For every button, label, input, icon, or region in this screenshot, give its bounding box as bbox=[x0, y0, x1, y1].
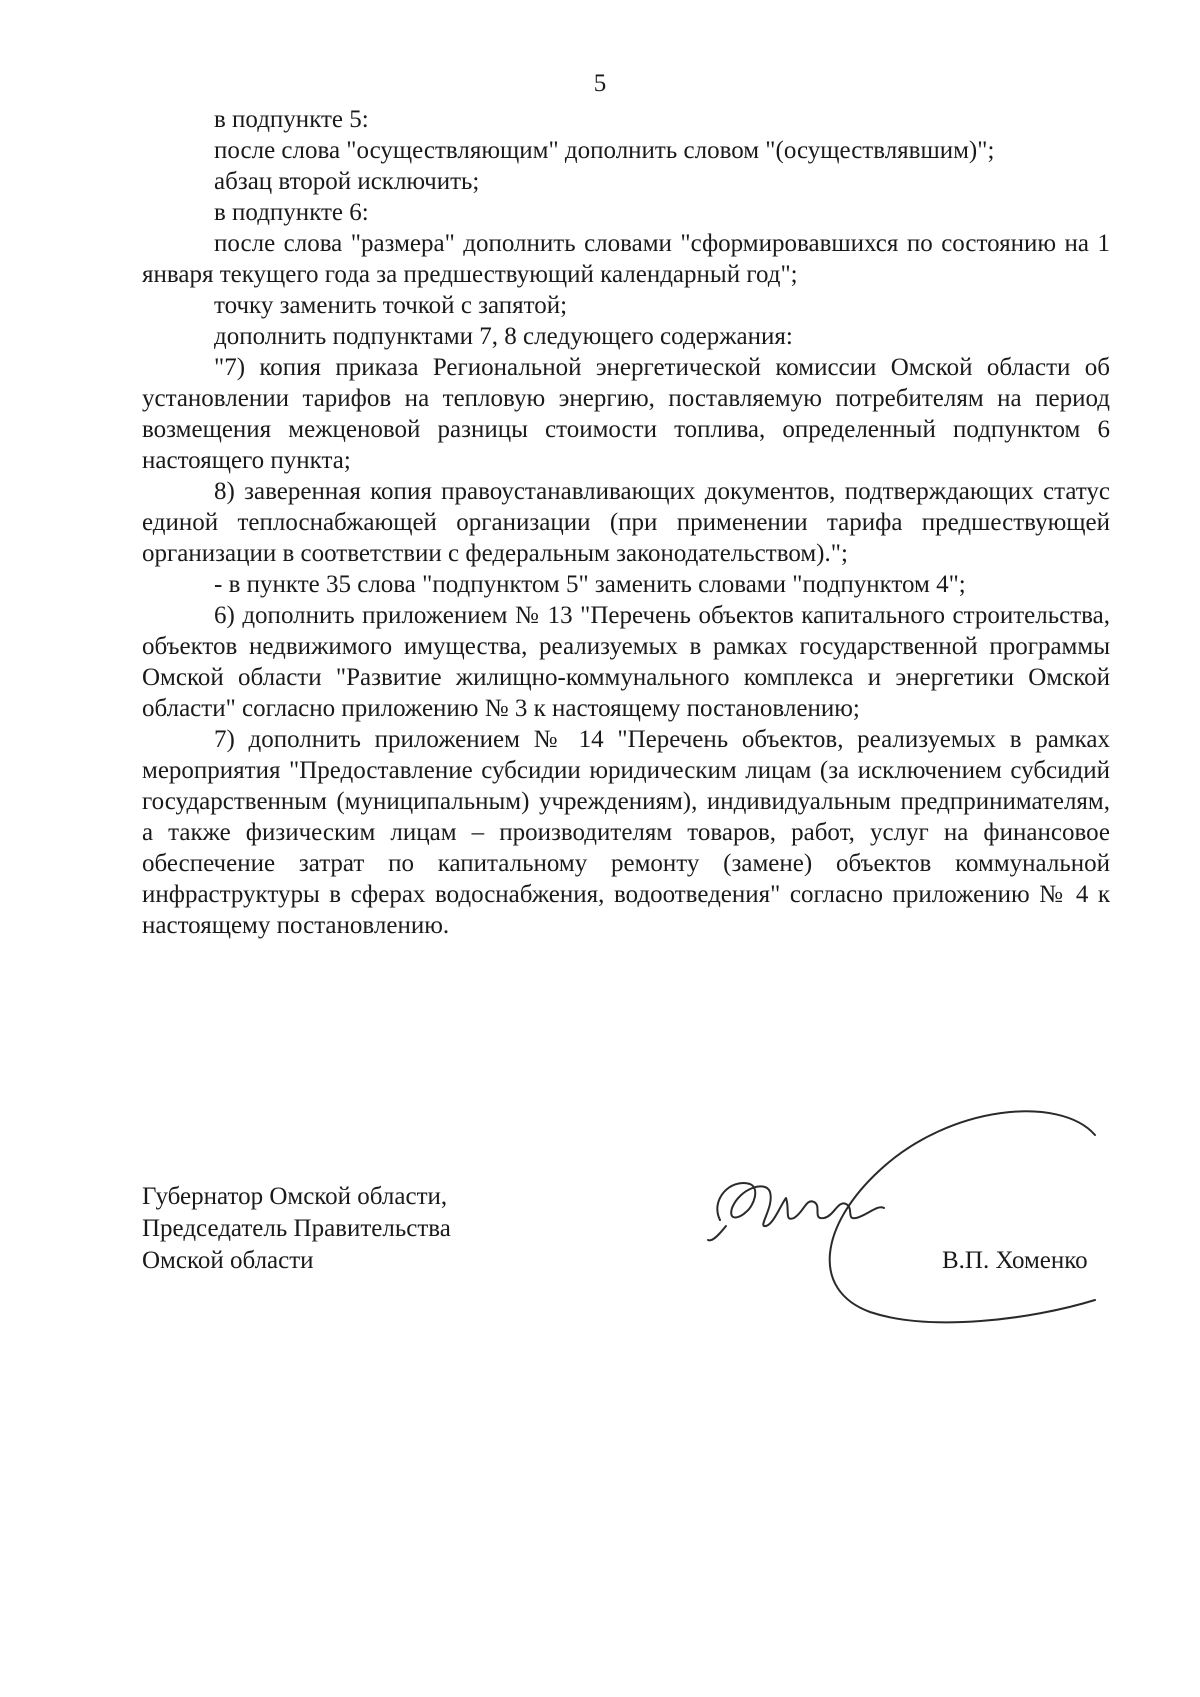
signatory-title-line: Губернатор Омской области, bbox=[142, 1183, 448, 1210]
page-number: 5 bbox=[593, 70, 607, 97]
paragraph: абзац второй исключить; bbox=[214, 168, 480, 195]
paragraph: дополнить подпунктами 7, 8 следующего содержания: bbox=[214, 323, 793, 350]
signatory-title-line: Председатель Правительства bbox=[142, 1215, 451, 1242]
signatory-title bbox=[142, 1181, 642, 1277]
signatory-name: В.П. Хоменко bbox=[942, 1247, 1088, 1274]
signatory-title-line: Омской области bbox=[142, 1247, 314, 1274]
paragraph: после слова "размера" дополнить словами "сформировавшихся по состоянию на 1 января текущего года за предшествующий календарный год"; bbox=[142, 230, 1110, 288]
paragraph: - в пункте 35 слова "подпунктом 5" заменить словами "подпунктом 4"; bbox=[214, 571, 966, 598]
paragraph: "7) копия приказа Региональной энергетической комиссии Омской области об установлении тарифов на тепловую энергию, поставляемую потребителям на период возмещения межценовой разницы стоимости топлива, определенный подпунктом 6 настоящего пункта; bbox=[142, 354, 1110, 474]
document-body bbox=[142, 104, 1110, 941]
paragraph: 7) дополнить приложением № 14 "Перечень объектов, реализуемых в рамках мероприятия "Предоставление субсидии юридическим лицам (за исключением субсидий государственным (муниципальным) учреждениям), индивидуальным предпринимателям, а также физическим лицам – производителям товаров, работ, услуг на финансовое обеспечение затрат по капитальному ремонту (замене) объектов коммунальной инфраструктуры в сферах водоснабжения, водоотведения" согласно приложению № 4 к настоящему постановлению. bbox=[142, 726, 1110, 939]
paragraph: 6) дополнить приложением № 13 "Перечень объектов капитального строительства, объектов недвижимого имущества, реализуемых в рамках государственной программы Омской области "Развитие жилищно-коммунального комплекса и энергетики Омской области" согласно приложению № 3 к настоящему постановлению; bbox=[142, 602, 1110, 722]
paragraph: точку заменить точкой с запятой; bbox=[214, 292, 568, 319]
paragraph: 8) заверенная копия правоустанавливающих документов, подтверждающих статус единой теплоснабжающей организации (при применении тарифа предшествующей организации в соответствии с федеральным законодательством)."; bbox=[142, 478, 1110, 567]
paragraph: после слова "осуществляющим" дополнить словом "(осуществлявшим)"; bbox=[214, 137, 995, 164]
paragraph: в подпункте 6: bbox=[214, 199, 369, 226]
handwritten-signature bbox=[700, 1100, 1120, 1340]
paragraph: в подпункте 5: bbox=[214, 106, 369, 133]
